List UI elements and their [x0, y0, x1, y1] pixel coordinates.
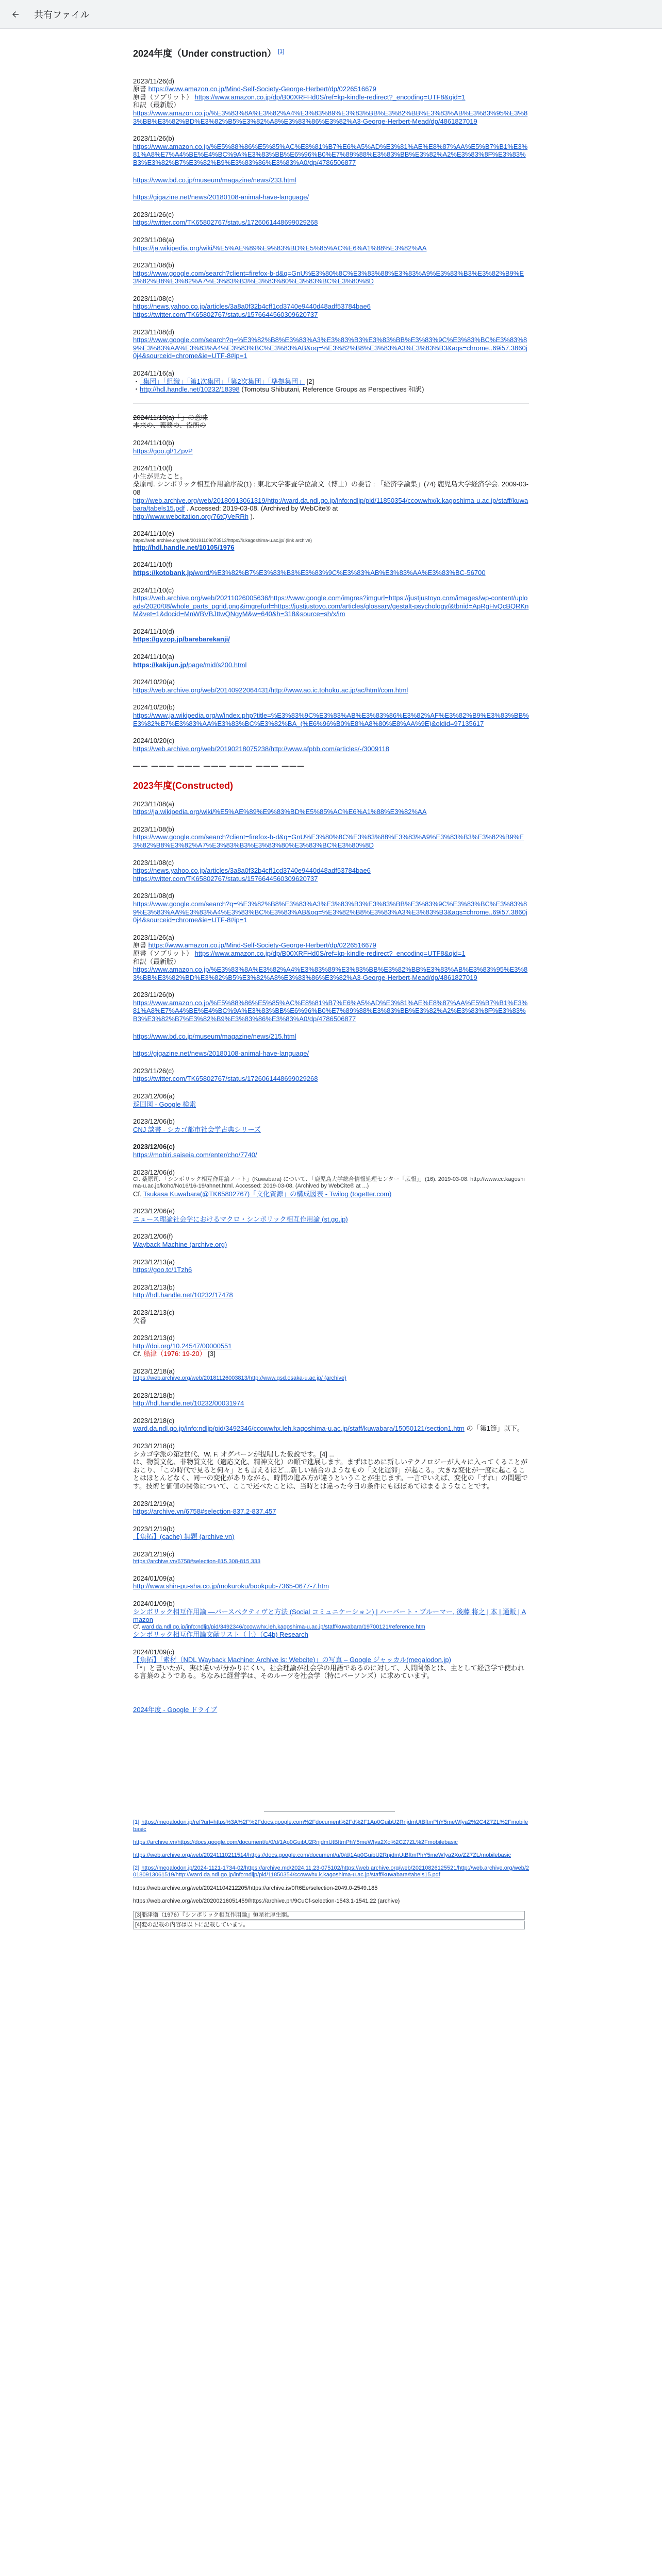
- line-suffix: . Accessed: 2019-03-08. (Archived by WebCite® at: [185, 504, 338, 513]
- entry-link[interactable]: https://archive.vn/6758#selection-837.2-837.457: [133, 1507, 276, 1516]
- entry: [133, 1092, 529, 1108]
- highlight-text: 船津（1976: 19-20）: [143, 1350, 206, 1358]
- entry: [133, 737, 529, 753]
- entry: [133, 1334, 529, 1358]
- entry: [133, 1500, 529, 1516]
- line-text: 小生が見たこと。: [133, 472, 187, 480]
- entry-line: [133, 311, 529, 319]
- entry-line: [133, 218, 529, 227]
- footnote-separator: [264, 1811, 395, 1812]
- footnote-text: https://web.archive.org/web/20241104212205/https://archive.is/0R6Ee/selection-2049.0-2549.185: [133, 1885, 378, 1891]
- entry: [133, 1049, 529, 1058]
- entry-line: [133, 176, 529, 184]
- entry-date: 2023/12/18(b): [133, 1391, 175, 1399]
- line-text: Cf.: [133, 1350, 144, 1358]
- line-suffix: ).: [249, 512, 255, 520]
- line-text: ・: [133, 377, 140, 385]
- entry-date: 2023/12/06(e): [133, 1207, 175, 1215]
- entry-link[interactable]: https://twitter.com/TK65802767/status/1726061448699029268: [133, 1075, 318, 1083]
- entry-link[interactable]: https://www.amazon.co.jp/%E3%83%8A%E3%82%A4%E3%83%89%E3%83%BB%E3%82%BB%E3%83%AB%E3%83%95%E3%83%BB%E3%82%BD%E3%82%B5%E3%82%A8%E3%83%86%E3%82%A3-George-Herbert-Mead/dp/4861827019: [133, 109, 528, 125]
- entry-line: [133, 958, 529, 966]
- entry-line: [133, 745, 529, 753]
- document-body: [133, 48, 529, 1930]
- line-text: 「*」と書いたが、実は違いが分かりにくい。社会理論が社会学の用語であるのに対して、人間関係とは、主として経営学で使われる言葉のようである。ちなみに経営学は、そのルーツを社会学（特にパーソンズ）に求めています。: [133, 1664, 524, 1680]
- line-text: 桑原司. シンボリック相互作用論序説(1) : 東北大学審査学位論文（博士）の要旨 : 「経済学論集」(74) 鹿児島大学経済学会. 2009-03-08: [133, 480, 528, 496]
- entry-line: [133, 1126, 529, 1134]
- entries-2024b: [133, 439, 529, 753]
- entry-line: [133, 1151, 529, 1159]
- entry-date: 2024/11/16(a): [133, 369, 174, 378]
- entry-line: [133, 1266, 529, 1274]
- entry: [133, 859, 529, 883]
- entry-link[interactable]: https://www.google.com/search?q=%E3%82%B8%E3%83%A3%E3%83%B3%E3%83%BB%E3%83%9C%E3%83%BC%E3%83%89%E3%83%AA%E3%83%A4%E3%83%BC%E3%83%AB&oq=%E3%82%B8%E3%83%A3%E3%83%B3&aqs=chrome..69i57.3860j0j4&sourceid=chrome&ie=UTF-8#ip=1: [133, 900, 527, 924]
- line-text: 原書（ソブリット）: [133, 93, 195, 101]
- entry-date: 2023/12/18(c): [133, 1416, 175, 1425]
- entry: [133, 653, 529, 669]
- entry-date: 2024/11/10(d): [133, 627, 174, 635]
- entry-link[interactable]: https://www.amazon.co.jp/Mind-Self-Society-George-Herbert/dp/0226516679: [148, 941, 376, 950]
- entry-line: [133, 941, 529, 950]
- entry-date: 2023/11/06(a): [133, 235, 174, 244]
- drive-link-entry: [133, 1706, 529, 1714]
- entry-date: 2024/01/09(a): [133, 1574, 175, 1582]
- entry-date: 2023/11/08(d): [133, 892, 174, 900]
- entry: [133, 464, 529, 520]
- entry-link[interactable]: https://www.bd.co.jp/museum/magazine/news/215.html: [133, 1032, 296, 1040]
- entry: [133, 892, 529, 924]
- entry-line: [133, 950, 529, 958]
- entry-link[interactable]: page/mid/s200.html: [188, 660, 247, 669]
- entry-link[interactable]: word/%E3%82%B7%E3%83%B3%E3%83%9C%E3%83%AB%E3%83%AA%E3%83%BC-56700: [194, 568, 486, 577]
- entry: [133, 1600, 529, 1639]
- entry-date: 2024/11/10(f): [133, 561, 173, 569]
- entry-line: [133, 385, 529, 394]
- entry-date: 2023/11/08(d): [133, 328, 174, 336]
- entry-link[interactable]: Tsukasa Kuwabara(@TK65802767)「文化資源」の構成図表 - Twilog (togetter.com): [143, 1190, 392, 1198]
- entry-date: 2023/12/06(c): [133, 1143, 175, 1151]
- entry: [133, 261, 529, 285]
- line-text: Cf.: [133, 1623, 142, 1630]
- line-text: 原書: [133, 941, 148, 950]
- entry-line: [133, 1032, 529, 1041]
- entry-link-bold[interactable]: https://kakijun.jp/: [133, 660, 188, 669]
- entry-link[interactable]: https://mobiri.saiseia.com/enter/cho/7740/: [133, 1151, 257, 1159]
- entry-link[interactable]: https://www.amazon.co.jp/dp/B00XRFHd0S/ref=kp-kindle-redirect?_encoding=UTF8&qid=1: [194, 949, 466, 957]
- entry-line: [133, 594, 529, 618]
- entry-link[interactable]: https://www.amazon.co.jp/%E3%83%8A%E3%82%A4%E3%83%89%E3%83%BB%E3%82%BB%E3%83%AB%E3%83%95%E3%83%BB%E3%82%BD%E3%82%B5%E3%82%A8%E3%83%86%E3%82%A3-George-Herbert-Mead/dp/4861827019: [133, 965, 528, 981]
- entry: [133, 1574, 529, 1590]
- entry: [133, 1392, 529, 1408]
- entry-line: [133, 101, 529, 109]
- entry-line: [133, 1375, 529, 1382]
- entry-link[interactable]: ward.da.ndl.go.jp/info:ndljp/pid/3492346/ccowwhx.leh.kagoshima-u.ac.jp/staff/kuwabara/19700121/reference.htm: [142, 1623, 425, 1630]
- entry: [133, 1309, 529, 1325]
- footnote: [133, 1819, 529, 1833]
- line-text: 原書: [133, 85, 148, 93]
- entry-line: [133, 1664, 529, 1680]
- entry-line: [133, 85, 529, 93]
- boxed-note-text: 変の記載の内容は以下に記載しています。: [141, 1922, 249, 1928]
- entry-link[interactable]: 「集団」「組織」「第1次集団」「第2次集団」「準拠集団」: [140, 377, 305, 385]
- entry: [133, 295, 529, 319]
- entry-link[interactable]: https://www.amazon.co.jp/%E5%88%86%E5%85%AC%E8%81%B7%E6%A5%AD%E3%81%AE%E8%87%AA%E5%B7%B1%E3%81%A8%E7%A4%BE%E4%BC%9A%E3%83%BB%E6%96%B0%E7%89%88%E3%83%BB%E3%82%A2%E3%83%8F%E3%83%B3%E3%82%B7%E3%82%B9%E3%83%86%E3%83%A0/dp/4786506877: [133, 142, 528, 166]
- footnote: [133, 1898, 529, 1905]
- entry: [133, 1032, 529, 1041]
- entry-line: [133, 1350, 529, 1358]
- line-suffix: [2]: [304, 377, 315, 385]
- entry-link[interactable]: https://twitter.com/TK65802767/status/1576644560309620737: [133, 311, 318, 319]
- entry-date: 2023/12/19(a): [133, 1499, 175, 1507]
- entry-line: [133, 900, 529, 924]
- entry-line: [133, 336, 529, 360]
- entry-line: [133, 1558, 529, 1565]
- entry-line: [133, 480, 529, 496]
- entry-line: [133, 143, 529, 167]
- line-text: 欠番: [133, 1316, 147, 1325]
- entry: [133, 530, 529, 551]
- entry-date: 2024/01/09(b): [133, 1599, 175, 1607]
- entry-date: 2023/12/06(a): [133, 1092, 175, 1100]
- entry-line: [133, 867, 529, 875]
- entry-line: [133, 1241, 529, 1249]
- entry-line: [133, 1608, 529, 1624]
- entry: [133, 1168, 529, 1198]
- entry-line: [133, 1656, 529, 1664]
- entry-date: 2024/10/20(a): [133, 678, 175, 686]
- struck-line-1: 2024/11/10(a)「」の意味: [133, 413, 208, 421]
- entry-date: 2024/11/10(c): [133, 586, 174, 594]
- top-bar: [0, 0, 662, 29]
- entry-line: [133, 1049, 529, 1058]
- entry-link[interactable]: https://goo.gl/1ZpvP: [133, 447, 193, 455]
- entry: [133, 703, 529, 727]
- entries-2024: [133, 77, 529, 394]
- boxed-note: [133, 1911, 525, 1920]
- entry-line: [133, 875, 529, 883]
- entry-line: [133, 1215, 529, 1224]
- entry-link[interactable]: http://web.archive.org/web/20180913061319/http://ward.da.ndl.go.jp/info:ndljp/pid/11850354/ccowwhx/k.kagoshima-u.ac.jp/staff/kuwabara/tabels15.pdf: [133, 496, 528, 513]
- entry-link[interactable]: https://www.ja.wikipedia.org/w/index.php?title=%E3%83%9C%E3%83%AB%E3%83%86%E3%82%AF%E3%82%B9%E3%83%BB%E3%82%B7%E3%83%AA%E3%83%BC%E3%82%BA_(%E6%96%B0%E8%A8%80%E8%AA%9E)&oldid=97135617: [133, 711, 529, 727]
- line-suffix: [3]: [206, 1350, 216, 1358]
- entry-link[interactable]: CNJ 談書 - シカゴ都市社会学古典シリーズ: [133, 1125, 261, 1133]
- entry-date: 2023/11/08(c): [133, 858, 174, 867]
- entry-link[interactable]: http://hdl.handle.net/10232/18398: [140, 385, 240, 394]
- footnote-link[interactable]: https://megalodon.jp/2024-1121-1734-02/https://archive.md/2024.11.23-075102/https://web.archive.org/web/20210826125521/http://web.archive.org/web/20180913061519/http://ward.da.ndl.go.jp/info:ndljp/pid/11850354/ccowwhx.k.kagoshima-u.ac.jp/staff/kuwabara/tabels15.pdf: [133, 1865, 529, 1878]
- entry-date: 2024/11/10(b): [133, 439, 174, 447]
- line-text: 和訳（最新版）: [133, 101, 180, 109]
- entry-date: 2023/11/08(c): [133, 294, 174, 302]
- entry-link[interactable]: http://www.shin-pu-sha.co.jp/mokuroku/bookpub-7365-0677-7.htm: [133, 1582, 329, 1590]
- boxed-notes: [133, 1911, 529, 1929]
- entry-line: [133, 1450, 529, 1459]
- entry-link[interactable]: http://hdl.handle.net/10232/00031974: [133, 1399, 244, 1408]
- line-suffix: (Tomotsu Shibutani, Reference Groups as Perspectives 和訳): [239, 385, 424, 394]
- entry-line: [133, 378, 529, 386]
- entry: [133, 825, 529, 850]
- entry-date: 2023/12/06(b): [133, 1117, 175, 1126]
- entry-line: [133, 1190, 529, 1198]
- entry-line: [133, 569, 529, 577]
- entry: [133, 236, 529, 252]
- entry-link[interactable]: 【魚拓】(cache) 無題 (archive.vn): [133, 1533, 235, 1541]
- entry-link[interactable]: https://web.archive.org/web/20211026005636/https://www.google.com/imgres?imgurl=https://justjustoyo.com/images/wp-content/uploads/2020/08/whole_parts_pgrid.png&imgrefurl=https://justjustoyo.com/articles/glossary/gestalt-psychology/&tbnid=ApRgHvQcBQRKnM&vet=1&docid=MnWBVBJttwQNgyM&w=640&h=318&source=sh/x/im: [133, 594, 529, 618]
- entry: [133, 134, 529, 166]
- entry-link[interactable]: http://hdl.handle.net/10232/17478: [133, 1291, 233, 1299]
- entry-link[interactable]: http://doi.org/10.24547/00000551: [133, 1342, 232, 1350]
- entry: [133, 77, 529, 126]
- entry: [133, 1207, 529, 1223]
- entry-date: 2024/10/20(c): [133, 737, 175, 745]
- entry-date: 2023/11/26(b): [133, 134, 174, 143]
- entry-date: 2023/11/26(c): [133, 210, 174, 218]
- entry-date: 2023/12/13(b): [133, 1283, 175, 1291]
- entry-link[interactable]: https://web.archive.org/web/20190218075238/http://www.afpbb.com/articles/-/3009118: [133, 744, 389, 753]
- entry-date: 2024/11/10(f): [133, 464, 173, 472]
- entry-line: [133, 1582, 529, 1590]
- entry: [133, 1525, 529, 1541]
- entry-link[interactable]: https://archive.vn/6758#selection-815.308-815.333: [133, 1558, 261, 1565]
- footnote-text: https://web.archive.org/web/20200216051459/https://archive.ph/9CuCf-selection-1543.1-1541.22 (archive): [133, 1897, 400, 1904]
- entry-link[interactable]: http://hdl.handle.net/10105/1976: [133, 543, 235, 551]
- entry: [133, 1648, 529, 1680]
- footnote-link[interactable]: https://megalodon.jp/ref?url=https%3A%2F%2Fdocs.google.com%2Fdocument%2Fd%2F1Ap0GuibU2RnjdmUtBftmPhY5meWfya2%2C4Z7ZL%2Fmobilebasic: [133, 1819, 528, 1833]
- entry-link[interactable]: シンボリック相互作用論文献リスト（上）（C4b) Research: [133, 1630, 308, 1638]
- entry-date: 2023/11/08(a): [133, 800, 174, 808]
- struck-entry: [133, 414, 529, 430]
- entry: [133, 1283, 529, 1299]
- entry-line: [133, 965, 529, 981]
- entries-2023: [133, 800, 529, 1680]
- entry-line: [133, 497, 529, 513]
- entry-line: [133, 93, 529, 101]
- footnote-link[interactable]: https://web.archive.org/web/20241110211514/https://docs.google.com/document/u/0/d/1Ap0GuibU2RnjdmUtBftmPhY5meWfya2Xo/ZZ7ZL/mobilebasic: [133, 1852, 511, 1859]
- entry-line: [133, 1507, 529, 1516]
- entry-link[interactable]: https://news.yahoo.co.jp/articles/3a8a0f32b4cff1cd3740e9440d48adf53784bae6: [133, 867, 371, 875]
- entry: [133, 800, 529, 816]
- entry-link[interactable]: https://www.amazon.co.jp/dp/B00XRFHd0S/ref=kp-kindle-redirect?_encoding=UTF8&qid=1: [194, 93, 466, 101]
- entry-line: [133, 808, 529, 816]
- entry-line: [133, 1100, 529, 1109]
- entry-line: [133, 472, 529, 481]
- dash-separator: —— ——— ——— ——— ——— ——— ———: [133, 762, 305, 770]
- footnote-ref[interactable]: [2]: [133, 1865, 140, 1872]
- entry-date: 2024/11/10(a): [133, 653, 174, 661]
- entry: [133, 328, 529, 360]
- line-text: 和訳（最新版）: [133, 957, 180, 965]
- entry-date: 2023/12/06(d): [133, 1168, 175, 1176]
- entry: [133, 1417, 529, 1433]
- entry-link[interactable]: 巡回図 - Google 検索: [133, 1100, 196, 1108]
- entry-line: [133, 1176, 529, 1190]
- entry: [133, 211, 529, 227]
- entry: [133, 1067, 529, 1083]
- entry: [133, 1117, 529, 1133]
- line-text: ・: [133, 385, 140, 394]
- entry-link[interactable]: https://twitter.com/TK65802767/status/1576644560309620737: [133, 874, 318, 883]
- line-text: Cf.: [133, 1190, 143, 1198]
- entry-date: 2023/11/26(a): [133, 933, 174, 941]
- entry-line: [133, 1342, 529, 1350]
- drive-link[interactable]: 2024年度 - Google ドライブ: [133, 1705, 218, 1714]
- entry-date: 2023/12/13(c): [133, 1308, 175, 1316]
- entry-date: 2023/12/18(d): [133, 1442, 175, 1450]
- entry-date: 2023/12/13(d): [133, 1334, 175, 1342]
- footnotes: [133, 1811, 529, 1929]
- entry-line: [133, 635, 529, 643]
- entry-link[interactable]: シンボリック相互作用論 ―パースペクティヴと方法 (Social コミュニケーション) | ハーバート・ブルーマー, 後藤 将之 | 本 | 通販 | Amazon: [133, 1607, 526, 1624]
- entry-date: 2024/01/09(c): [133, 1648, 175, 1656]
- footnote-ref[interactable]: [3]: [135, 1911, 142, 1918]
- entry: [133, 193, 529, 201]
- entry-link[interactable]: http://www.webcitation.org/76tQVeRRh: [133, 512, 249, 520]
- entry: [133, 1143, 529, 1159]
- entry-line: [133, 1425, 529, 1433]
- line-text: は、物質文化、非物質文化（適応文化、精神文化）の順で進展します。まずはじめに新しいテクノロジーが人々に入ってくることがおこり、「この時代で見ると何々」とも言えるほど…新しい結合のようなもの「文化遅滞」が起こる。大きな変化が一度に起こることはほとんどなく、同一の変化がありながら、時間の進み方が違うということが生じます。一言でいえば、変化の「ずれ」の問題です。技術と価値の関係について、ここで述べたことは、当時とは違った今日の条件にもほぼあてはまるようなことです。: [133, 1458, 528, 1490]
- boxed-note-text: 船津衛（1976）『シンボリック相互作用論』恒星社厚生閣。: [141, 1911, 293, 1918]
- entry: [133, 991, 529, 1023]
- entry-line: [133, 1291, 529, 1299]
- entry-line: [133, 661, 529, 669]
- entry-line: [133, 1458, 529, 1490]
- footnote: [133, 1852, 529, 1859]
- entry-line: [133, 193, 529, 201]
- entry: [133, 1232, 529, 1248]
- entry-line: [133, 1624, 529, 1631]
- footnote-list: [133, 1819, 529, 1905]
- entry-link[interactable]: https://ja.wikipedia.org/wiki/%E5%AE%89%E9%83%BD%E5%85%AC%E6%A1%88%E3%82%AA: [133, 244, 427, 252]
- entry: [133, 1367, 529, 1382]
- struck-line-2: 本来の、義務の、役所の: [133, 421, 206, 430]
- page-title: 共有ファイル: [34, 9, 90, 20]
- entry: [133, 369, 529, 394]
- footnote: [133, 1865, 529, 1878]
- footnote-link[interactable]: https://archive.vn/https://docs.google.com/document/u/0/d/1Ap0GuibU2RnjdmUtBftmPhY5meWfya2Xo%2CZ7ZL%2Fmobilebasic: [133, 1839, 458, 1845]
- entry: [133, 561, 529, 577]
- entry-line: [133, 1317, 529, 1325]
- entry-date: 2024/11/10(e): [133, 530, 174, 538]
- boxed-note: [133, 1921, 525, 1929]
- entry-link[interactable]: https://www.amazon.co.jp/%E5%88%86%E5%85%AC%E8%81%B7%E6%A5%AD%E3%81%AE%E8%87%AA%E5%B7%B1%E3%81%A8%E7%A4%BE%E4%BC%9A%E3%83%BB%E6%96%B0%E7%89%88%E3%83%BB%E3%82%A2%E3%83%8F%E3%83%B3%E3%82%B7%E3%82%B9%E3%83%86%E3%83%A0/dp/4786506877: [133, 998, 528, 1023]
- entry: [133, 1442, 529, 1490]
- entry-line: [133, 1631, 529, 1639]
- entry-date: 2023/12/19(c): [133, 1550, 175, 1558]
- arrow-back-icon[interactable]: [7, 6, 24, 23]
- entry-link[interactable]: https://news.yahoo.co.jp/articles/3a8a0f32b4cff1cd3740e9440d48adf53784bae6: [133, 302, 371, 311]
- entry-link[interactable]: https://www.amazon.co.jp/Mind-Self-Society-George-Herbert/dp/0226516679: [148, 85, 376, 93]
- line-text: Cf. 桑原司. 「シンボリック相互作用論ノート」(Kuwabara) について. 「鹿児島大学総合情報処理センター「広報」」(16). 2019-03-08. http://www.cc.kagoshima-u.ac.jp/koho/No16/16-19/ahnet.html. Accessed: 2019-03-08. (Archived by WebCite® at ...): [133, 1176, 525, 1190]
- entry-line: [133, 513, 529, 521]
- entry-line: [133, 109, 529, 125]
- entry-link[interactable]: ward.da.ndl.go.jp/info:ndljp/pid/3492346/ccowwhx.leh.kagoshima-u.ac.jp/staff/kuwabara/15050121/section1.htm: [133, 1425, 465, 1433]
- entry: [133, 934, 529, 982]
- entry-date: 2023/11/26(b): [133, 991, 174, 999]
- entry-line: [133, 447, 529, 455]
- entry-date: 2023/12/18(a): [133, 1367, 175, 1375]
- entry-link[interactable]: https://gigazine.net/news/20180108-animal-have-language/: [133, 193, 309, 201]
- entry-line: [133, 686, 529, 694]
- footnote-ref-1[interactable]: [1]: [278, 48, 285, 55]
- entry-link[interactable]: https://www.google.com/search?client=firefox-b-d&q=GnU%E3%80%8C%E3%83%88%E3%83%A9%E3%83%B3%E3%82%B9%E3%82%B8%E3%82%A7%E3%83%B3%E3%83%80%E3%83%BC%E3%80%8D: [133, 833, 524, 849]
- entry-link[interactable]: https://www.google.com/search?q=%E3%82%B8%E3%83%A3%E3%83%B3%E3%83%BB%E3%83%9C%E3%83%BC%E3%83%89%E3%83%AA%E3%83%A4%E3%83%BC%E3%83%AB&oq=%E3%82%B8%E3%83%A3%E3%83%B3&aqs=chrome..69i57.3860j0j4&sourceid=chrome&ie=UTF-8#ip=1: [133, 336, 527, 360]
- entry-link[interactable]: https://twitter.com/TK65802767/status/1726061448699029268: [133, 218, 318, 227]
- entry-line: [133, 1533, 529, 1541]
- entry-link[interactable]: https://www.google.com/search?client=firefox-b-d&q=GnU%E3%80%8C%E3%83%88%E3%83%A9%E3%83%B3%E3%82%B9%E3%82%B8%E3%82%A7%E3%83%B3%E3%83%80%E3%83%BC%E3%80%8D: [133, 269, 524, 285]
- entry-date: 2023/11/26(d): [133, 77, 174, 85]
- entry: [133, 628, 529, 643]
- entry-link-bold[interactable]: https://kotobank.jp/: [133, 568, 195, 577]
- entry-link[interactable]: https://web.archive.org/web/20181126003813/http://www.gsd.osaka-u.ac.jp/ (archive): [133, 1375, 346, 1382]
- footnote: [133, 1839, 529, 1846]
- footnote-ref[interactable]: [1]: [133, 1819, 140, 1826]
- entry-date: 2023/12/19(b): [133, 1524, 175, 1533]
- entry-line: [133, 711, 529, 727]
- entry: [133, 1550, 529, 1565]
- line-text: シカゴ学派の第2世代、W. F. オグバーンが提唱した仮説です。[4] ...: [133, 1450, 335, 1458]
- line-suffix: の「第1節」以下。: [464, 1425, 524, 1433]
- entry-line: [133, 269, 529, 285]
- entry-date: 2023/12/06(f): [133, 1232, 173, 1241]
- entry: [133, 586, 529, 618]
- entry-date: 2023/11/08(b): [133, 261, 174, 269]
- entry-link[interactable]: 【魚拓】「素材（NDL Wayback Machine: Archive is: Webcite)」の写真 – Google ジャッカル(megalodon.jp): [133, 1656, 451, 1664]
- line-text: 原書（ソブリット）: [133, 949, 195, 957]
- entry-link-bold[interactable]: https://gyzop.jp/barebarekanji/: [133, 635, 230, 643]
- entry-line: [133, 302, 529, 311]
- entry-link[interactable]: https://ja.wikipedia.org/wiki/%E5%AE%89%E9%83%BD%E5%85%AC%E6%A1%88%E3%82%AA: [133, 808, 427, 816]
- entry-link[interactable]: https://goo.tc/1Tzh6: [133, 1266, 192, 1274]
- entry-date: 2023/12/13(a): [133, 1258, 175, 1266]
- entry-line: [133, 833, 529, 849]
- entry: [133, 1258, 529, 1274]
- entry-link[interactable]: Wayback Machine (archive.org): [133, 1240, 227, 1248]
- entry: [133, 439, 529, 455]
- entry-line: [133, 244, 529, 252]
- entry-date: 2024/10/20(b): [133, 703, 175, 711]
- entry: [133, 176, 529, 184]
- archive-note: https://web.archive.org/web/20191109073513/https://ir.kagoshima-u.ac.jp/ (link archive): [133, 537, 312, 543]
- section-title-2023: 2023年度(Constructed): [133, 781, 234, 791]
- entry-link[interactable]: https://gigazine.net/news/20180108-animal-have-language/: [133, 1049, 309, 1058]
- entry-line: [133, 999, 529, 1023]
- entry-link[interactable]: https://web.archive.org/web/20140922064431/http://www.ao.ic.tohoku.ac.jp/ac/html/com.html: [133, 686, 408, 694]
- entry-date: 2023/11/08(b): [133, 825, 174, 833]
- footnote-ref[interactable]: [4]: [135, 1922, 142, 1928]
- entry-line: [133, 1399, 529, 1408]
- entry-date: 2023/11/26(c): [133, 1066, 174, 1075]
- section-title-2024: 2024年度（Under construction） [1]: [133, 48, 285, 59]
- entry-link[interactable]: ニュース理論社会学におけるマクロ・シンボリック相互作用論 (st.go.jp): [133, 1215, 348, 1223]
- entry-line: [133, 1075, 529, 1083]
- footnote: [133, 1885, 529, 1892]
- entry-link[interactable]: https://www.bd.co.jp/museum/magazine/news/233.html: [133, 176, 296, 184]
- entry: [133, 678, 529, 694]
